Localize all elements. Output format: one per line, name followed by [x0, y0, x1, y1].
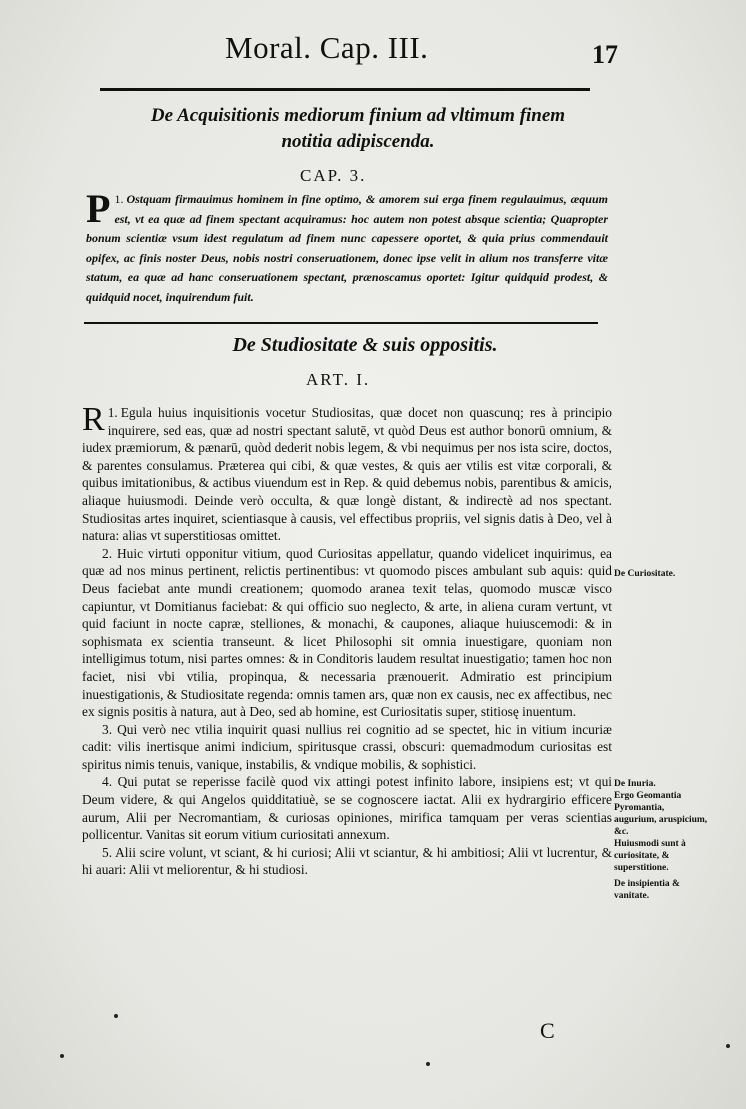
- chapter-label: CAP. 3.: [300, 166, 367, 185]
- chapter-title: De Acquisitionis mediorum finium ad vltimum finem notitia adipiscenda.: [150, 105, 566, 152]
- paragraph-1-number: 1.: [107, 405, 118, 420]
- paragraph-1: [82, 401, 612, 545]
- intro-number: 1.: [114, 192, 124, 206]
- ink-speck: [426, 1062, 430, 1066]
- body-text: [82, 401, 612, 879]
- margin-note-huiusmodi: Huiusmodi sunt à curiositate, & superstitione.: [614, 839, 686, 873]
- intro-dropcap: P: [86, 186, 111, 231]
- paragraph-5: 5. Alii scire volunt, vt sciant, & hi curiosi; Alii vt sciantur, & hi ambitiosi; Alii vt lucrentur, & hi auari: Alii vt meliorentur, & hi studiosi.: [82, 844, 612, 878]
- margin-note-curiositate: De Curiositate.: [614, 569, 676, 579]
- ink-speck: [726, 1044, 730, 1048]
- paragraph-1-dropcap: R: [82, 401, 105, 438]
- header-rule: [100, 88, 590, 91]
- running-title: Moral. Cap. III.: [225, 30, 429, 65]
- paragraph-1-text: Egula huius inquisitionis vocetur Studiositas, quæ docet non quascunq; res à principio inquirere, sed eas, quæ ad nostri spectant salutē, vt quòd Deus est author bonorū omnium, & iudex præmiorum, & pænarū, quòd dederit nobis legem, & vbi nequimus per nos ista scire, doctos, & parentes consulamus. Præterea qui cibi, & quæ vestes, & quis aer vtilis est vitæ corporali, & quibus imitationibus, & actibus viuendum est in Rep. & quid debemus nobis, parentibus & amicis, aliaque huiusmodi. Deinde verò occulta, & quæ longè distant, & indirectè ad nos spectant. Studiositas artes inquiret, scientiasque à causis, vel effectibus propriis, vel signis datis à Deo, vel à natura: alias vt superstitiosas omittet.: [82, 405, 612, 544]
- margin-note-insipientia: De insipientia & vanitate.: [614, 879, 680, 901]
- section-rule: [84, 322, 598, 324]
- section-title: De Studiositate & suis oppositis.: [232, 334, 498, 356]
- ink-speck: [114, 1014, 118, 1018]
- intro-text: Ostquam firmauimus hominem in fine optimo, & amorem sui erga finem regulauimus, æquum est, vt ea quæ ad finem spectant acquiramus: hoc autem non potest absque scientia; Quapropter bonum scientiæ vsum idest regulatum ad finem nunc capessere oportet, & quia prius commendauit opifex, ac finis noster Deus, nobis nostri conseruationem, donec ipse velit in alium nos transferre vitæ statum, ea quæ ad hanc conseruationem spectant, prænoscamus oportet: Igitur quidquid prodest, & quidquid nocet, inquirendum fuit.: [86, 192, 608, 304]
- ink-speck: [60, 1054, 64, 1058]
- section-label: ART. I.: [306, 370, 371, 389]
- margin-note-inuria: De Inuria.: [614, 779, 656, 789]
- margin-note-geomantia: Ergo Geomantia Pyromantia, augurium, aruspicium, &c.: [614, 791, 708, 837]
- chapter-intro: [86, 186, 608, 307]
- paragraph-2: 2. Huic virtuti opponitur vitium, quod Curiositas appellatur, quando videlicet inquirimus, ea quæ ad nos minus pertinent, relictis pertinentibus: vt quomodo pisces ambulant sub aquis: quid Deus faciebat ante mundi creationem; quomodo aranea texit telas, quomodo muscæ visco capiuntur, vt Domitianus faciebat: & qui officio suo neglecto, & arte, in aliena curam vertunt, vt quid faciunt in nocte capræ, stelliones, & monachi, & caupones, aliaque huiuscemodi: & in sophismata ex scientia transeunt. & licet Philosophi sit omnia inuestigare, quoniam non intelligimus totum, nisi partes omnes: & in Conditoris laudem resultat inuestigatio; tamen hoc non faciet, nisi vbi vtilia, propinqua, & necessaria prænouerit. Admiratio est principium inuestigationis, & Studiositate regenda: omnis tamen ars, quæ non ex causis, nec ex affectibus, nec ex signis positis à natura, aut à Deo, sed ab homine, est Curiositatis super, stitiosę inuentum.: [82, 545, 612, 720]
- page-number: 17: [592, 40, 618, 69]
- paragraph-3: 3. Qui verò nec vtilia inquirit quasi nullius rei cognitio ad se spectet, hic in vitium incuriæ cadit: vilis inertisque animi indicium, spiritusque crassi, obscuri: quemadmodum curiositas est spiritus nimis tenuis, vanique, instabilis, & vndique mobilis, & sophistici.: [82, 721, 612, 772]
- signature-mark: C: [540, 1018, 555, 1043]
- paragraph-4: 4. Qui putat se reperisse facilè quod vix attingi potest infinito labore, insipiens est; vt qui Deum videre, & qui Angelos quidditatiuè, se se cognoscere iactat. Alii ex hydrargirio efficere aurum, Alii per Necromantiam, & curiosas opiniones, mirifica tamquam per veras scientias pollicentur. Vanitas sit eorum vitium curiositati annexum.: [82, 774, 612, 843]
